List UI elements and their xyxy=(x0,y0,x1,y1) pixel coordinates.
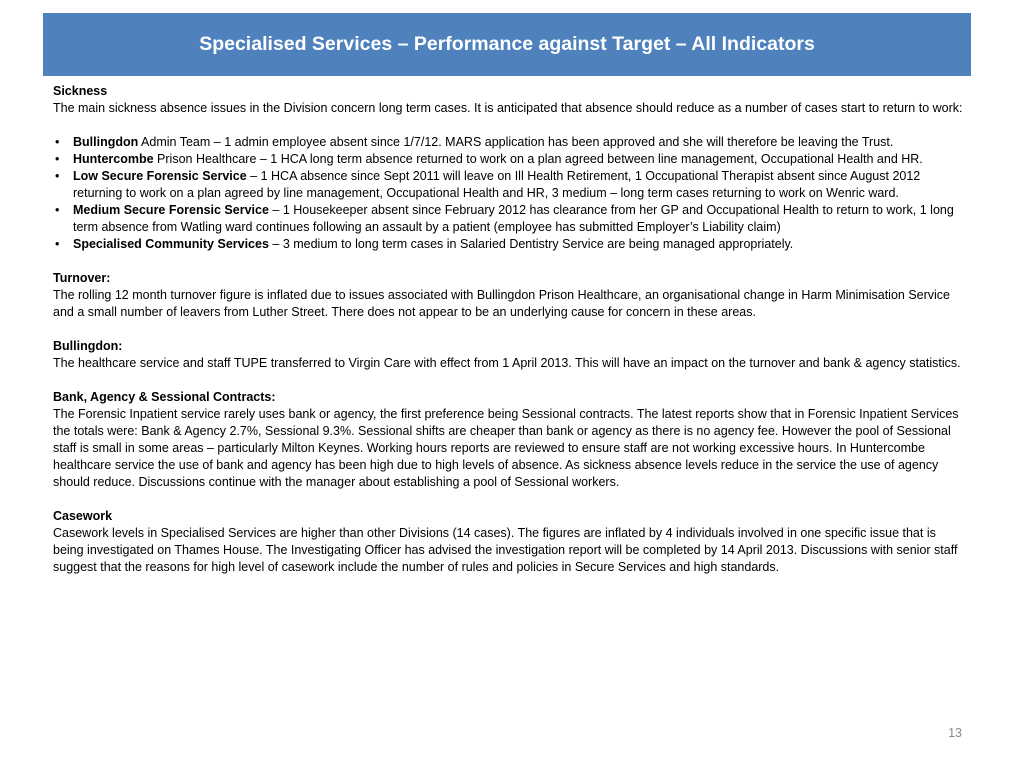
title-bar xyxy=(43,13,971,76)
slide-content xyxy=(53,83,963,576)
bullingdon-body: The healthcare service and staff TUPE transferred to Virgin Care with effect from 1 April 2013. This will have an impact on the turnover and bank & agency statistics. xyxy=(53,356,961,370)
page-title: Specialised Services – Performance against Target – All Indicators xyxy=(199,33,815,55)
sickness-bullet-list xyxy=(53,134,963,253)
bank-agency-body: The Forensic Inpatient service rarely uses bank or agency, the first preference being Sessional contracts. The latest reports show that in Forensic Inpatient Services the totals were: Bank & Agency 2.7%, Sessional 9.3%. Sessional shifts are cheaper than bank or agency as there is no agency fee. However the pool of Sessional staff is small in some areas – particularly Milton Keynes. Working hours reports are reviewed to ensure staff are not working excessive hours. In Huntercombe healthcare service the use of bank and agency has been high due to high levels of absence. As sickness absence levels reduce in the service the use of agency should reduce. Discussions continue with the manager about establishing a pool of Sessional workers. xyxy=(53,407,959,489)
casework-body: Casework levels in Specialised Services are higher than other Divisions (14 cases). The figures are inflated by 4 individuals involved in one specific issue that is being investigated on Thames House. The Investigating Officer has advised the investigation report will be completed by 14 April 2013. Discussions with senior staff suggest that the reasons for high level of casework include the number of rules and policies in Secure Services and high standards. xyxy=(53,526,958,574)
bullingdon-heading: Bullingdon: xyxy=(53,339,123,353)
bank-agency-heading: Bank, Agency & Sessional Contracts: xyxy=(53,390,276,404)
sickness-heading: Sickness xyxy=(53,84,108,98)
list-item: • Specialised Community Services – 3 medium to long term cases in Salaried Dentistry Service are being managed appropriately. xyxy=(53,236,963,253)
list-item: • Huntercombe Prison Healthcare – 1 HCA long term absence returned to work on a plan agreed between line management, Occupational Health and HR. xyxy=(53,151,963,168)
list-item: • Low Secure Forensic Service – 1 HCA absence since Sept 2011 will leave on Ill Health Retirement, 1 Occupational Therapist absent since August 2012 returning to work on a plan agreed by line management, Occupational Health and HR, 3 medium – long term cases returning to work on Wenric ward. xyxy=(53,168,963,202)
casework-heading: Casework xyxy=(53,509,113,523)
turnover-body: The rolling 12 month turnover figure is inflated due to issues associated with Bullingdon Prison Healthcare, an organisational change in Harm Minimisation Service and a small number of leavers from Luther Street. There does not appear to be an underlying cause for concern in these areas. xyxy=(53,288,951,319)
sickness-intro: The main sickness absence issues in the Division concern long term cases. It is anticipated that absence should reduce as a number of cases start to return to work: xyxy=(53,101,963,115)
turnover-heading: Turnover: xyxy=(53,271,111,285)
list-item: • Medium Secure Forensic Service – 1 Housekeeper absent since February 2012 has clearance from her GP and Occupational Health to return to work, 1 long term absence from Watling ward continues following an assault by a patient (employee has submitted Employer’s Liability claim) xyxy=(53,202,963,236)
page-number: 13 xyxy=(948,726,962,740)
list-item: • Bullingdon Admin Team – 1 admin employee absent since 1/7/12. MARS application has been approved and she will therefore be leaving the Trust. xyxy=(53,134,963,151)
